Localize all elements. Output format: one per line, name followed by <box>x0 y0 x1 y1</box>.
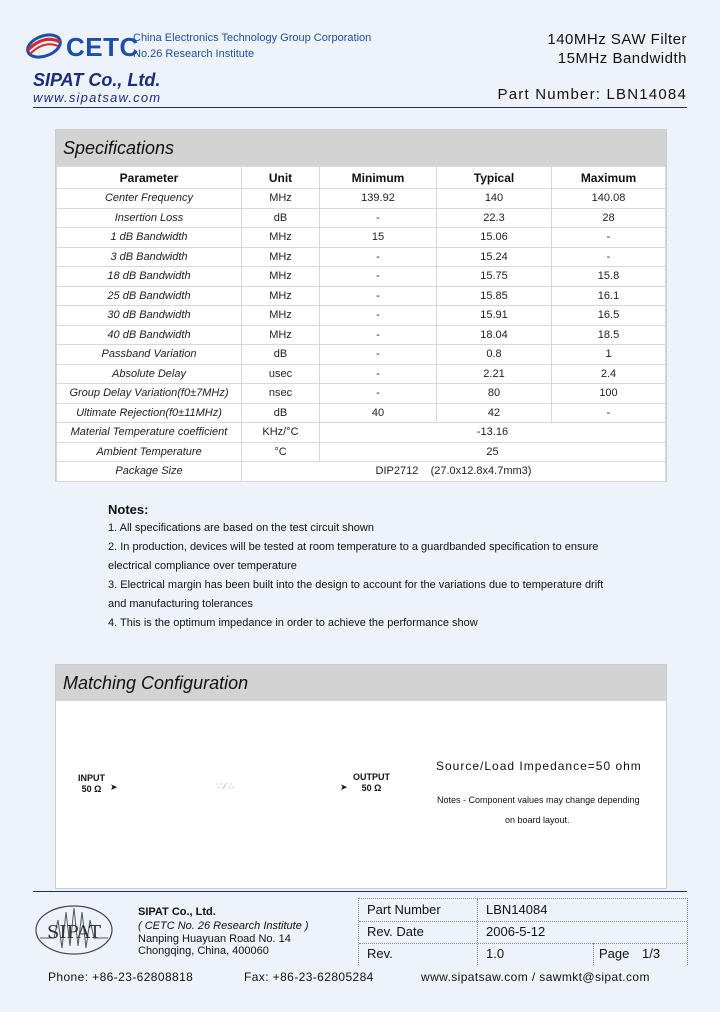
param-cell: Ambient Temperature <box>57 442 242 462</box>
output-port <box>353 772 390 794</box>
matching-panel <box>55 664 667 889</box>
unit-cell: MHz <box>242 247 320 267</box>
part-number-value: LBN14084 <box>486 902 548 917</box>
unit-cell: °C <box>242 442 320 462</box>
max-cell: 18.5 <box>552 325 666 345</box>
unit-cell: MHz <box>242 286 320 306</box>
footer-divider <box>33 891 687 892</box>
input-impedance: 50 Ω <box>81 784 102 794</box>
unit-cell: dB <box>242 208 320 228</box>
typ-cell: 2.21 <box>437 364 552 384</box>
min-cell: - <box>320 247 437 267</box>
param-cell: Ultimate Rejection(f0±11MHz) <box>57 403 242 423</box>
typ-cell: 0.8 <box>437 345 552 365</box>
cetc-logo-text: CETC <box>66 32 139 62</box>
footer-address: Nanping Huayuan Road No. 14 <box>138 933 291 945</box>
param-cell: Group Delay Variation(f0±7MHz) <box>57 384 242 404</box>
sipat-logo-icon <box>28 898 120 960</box>
input-port <box>78 773 105 795</box>
table-row <box>57 208 666 228</box>
rev-value: 1.0 <box>486 946 505 961</box>
param-cell: 3 dB Bandwidth <box>57 247 242 267</box>
table-row <box>57 325 666 345</box>
impedance-spec: Source/Load Impedance=50 ohm <box>436 759 642 773</box>
sipat-logo-text: SIPAT <box>47 922 101 943</box>
unit-cell: MHz <box>242 306 320 326</box>
notes-section <box>108 500 628 633</box>
unit-cell: MHz <box>242 228 320 248</box>
rev-date-label: Rev. Date <box>367 924 424 939</box>
typ-cell: 140 <box>437 189 552 209</box>
header-part-number: Part Number: LBN14084 <box>497 86 687 103</box>
max-cell: - <box>552 247 666 267</box>
param-cell: Absolute Delay <box>57 364 242 384</box>
unit-cell: dB <box>242 403 320 423</box>
param-cell: 18 dB Bandwidth <box>57 267 242 287</box>
max-cell: - <box>552 403 666 423</box>
max-cell: 28 <box>552 208 666 228</box>
table-row <box>57 189 666 209</box>
note-line: 2. In production, devices will be tested at room temperature to a guardbanded specification to ensure <box>108 541 599 553</box>
column-header: Unit <box>242 167 320 189</box>
min-cell: 40 <box>320 403 437 423</box>
min-cell: - <box>320 364 437 384</box>
matching-note-line: Notes - Component values may change depending <box>437 795 640 805</box>
table-row <box>57 228 666 248</box>
param-cell: 40 dB Bandwidth <box>57 325 242 345</box>
column-header: Minimum <box>320 167 437 189</box>
unit-cell: dB <box>242 345 320 365</box>
part-number-label: Part Number <box>367 902 441 917</box>
max-cell: - <box>552 228 666 248</box>
param-cell: 25 dB Bandwidth <box>57 286 242 306</box>
param-cell: Material Temperature coefficient <box>57 423 242 443</box>
footer-info-grid <box>358 898 688 965</box>
company-name: SIPAT Co., Ltd. <box>33 70 161 90</box>
min-cell: - <box>320 286 437 306</box>
unit-cell: MHz <box>242 267 320 287</box>
rev-label: Rev. <box>367 946 393 961</box>
max-cell: 16.1 <box>552 286 666 306</box>
min-cell: - <box>320 306 437 326</box>
min-cell: - <box>320 345 437 365</box>
unit-cell: MHz <box>242 325 320 345</box>
column-header: Parameter <box>57 167 242 189</box>
min-cell: 15 <box>320 228 437 248</box>
min-cell: - <box>320 325 437 345</box>
table-row <box>57 247 666 267</box>
table-row <box>57 403 666 423</box>
typ-cell: 15.85 <box>437 286 552 306</box>
min-cell: - <box>320 384 437 404</box>
min-cell: - <box>320 208 437 228</box>
input-arrow-icon: ➤ <box>110 782 118 792</box>
min-cell: 139.92 <box>320 189 437 209</box>
notes-title: Notes: <box>108 502 149 517</box>
max-cell: 100 <box>552 384 666 404</box>
table-row <box>57 423 666 443</box>
unit-cell: usec <box>242 364 320 384</box>
table-row <box>57 364 666 384</box>
unit-cell: MHz <box>242 189 320 209</box>
page-value: 1/3 <box>642 946 661 961</box>
institute-name: No.26 Research Institute <box>133 48 255 60</box>
page-label: Page <box>599 946 630 961</box>
typ-cell: 22.3 <box>437 208 552 228</box>
typ-cell: 15.24 <box>437 247 552 267</box>
table-row <box>57 384 666 404</box>
matching-title: Matching Configuration <box>56 665 666 701</box>
column-header: Typical <box>437 167 552 189</box>
note-line: and manufacturing tolerances <box>108 598 253 610</box>
table-row <box>57 267 666 287</box>
input-label: INPUT <box>78 773 105 783</box>
rev-date-value: 2006-5-12 <box>486 924 546 939</box>
product-title: 140MHz SAW Filter <box>547 31 687 48</box>
max-cell: 2.4 <box>552 364 666 384</box>
corp-name: China Electronics Technology Group Corporation <box>133 32 372 44</box>
product-bandwidth: 15MHz Bandwidth <box>557 50 687 67</box>
output-impedance: 50 Ω <box>361 783 382 793</box>
specifications-panel <box>55 129 667 482</box>
output-arrow-icon: ➤ <box>340 782 348 792</box>
table-row <box>57 442 666 462</box>
specifications-table <box>56 166 666 482</box>
value-cell: 25 <box>320 442 666 462</box>
max-cell: 1 <box>552 345 666 365</box>
note-line: electrical compliance over temperature <box>108 560 297 572</box>
filter-symbol-icon: ∵ ⁄ ∴ <box>216 781 234 791</box>
typ-cell: 18.04 <box>437 325 552 345</box>
table-row <box>57 286 666 306</box>
min-cell: - <box>320 267 437 287</box>
company-website: www.sipatsaw.com <box>33 90 162 105</box>
value-cell: -13.16 <box>320 423 666 443</box>
matching-note-line: on board layout. <box>505 815 570 825</box>
footer-fax: Fax: +86-23-62805284 <box>244 970 374 984</box>
note-line: 4. This is the optimum impedance in order to achieve the performance show <box>108 617 478 629</box>
max-cell: 140.08 <box>552 189 666 209</box>
unit-cell: KHz/°C <box>242 423 320 443</box>
param-cell: Center Frequency <box>57 189 242 209</box>
footer-phone: Phone: +86-23-62808818 <box>48 970 194 984</box>
note-line: 1. All specifications are based on the test circuit shown <box>108 522 374 534</box>
unit-cell: nsec <box>242 384 320 404</box>
max-cell: 15.8 <box>552 267 666 287</box>
note-line: 3. Electrical margin has been built into the design to account for the variations due to temperature drift <box>108 579 604 591</box>
footer-city: Chongqing, China, 400060 <box>138 945 269 957</box>
package-value-cell: DIP2712 (27.0x12.8x4.7mm3) <box>242 462 666 482</box>
param-cell: 1 dB Bandwidth <box>57 228 242 248</box>
table-header-row <box>57 167 666 189</box>
header-divider <box>33 107 687 108</box>
table-row <box>57 345 666 365</box>
footer-contact-web: www.sipatsaw.com / sawmkt@sipat.com <box>421 970 650 984</box>
param-cell: Passband Variation <box>57 345 242 365</box>
specifications-title: Specifications <box>56 130 666 166</box>
cetc-logo-icon <box>24 28 64 64</box>
param-cell: Insertion Loss <box>57 208 242 228</box>
max-cell: 16.5 <box>552 306 666 326</box>
param-cell: Package Size <box>57 462 242 482</box>
table-row <box>57 306 666 326</box>
typ-cell: 15.06 <box>437 228 552 248</box>
typ-cell: 15.91 <box>437 306 552 326</box>
footer-institute: ( CETC No. 26 Research Institute ) <box>138 920 309 932</box>
output-label: OUTPUT <box>353 772 390 782</box>
column-header: Maximum <box>552 167 666 189</box>
param-cell: 30 dB Bandwidth <box>57 306 242 326</box>
footer-company: SIPAT Co., Ltd. <box>138 906 216 918</box>
matching-circuit <box>56 701 666 887</box>
typ-cell: 15.75 <box>437 267 552 287</box>
typ-cell: 80 <box>437 384 552 404</box>
table-row <box>57 462 666 482</box>
typ-cell: 42 <box>437 403 552 423</box>
